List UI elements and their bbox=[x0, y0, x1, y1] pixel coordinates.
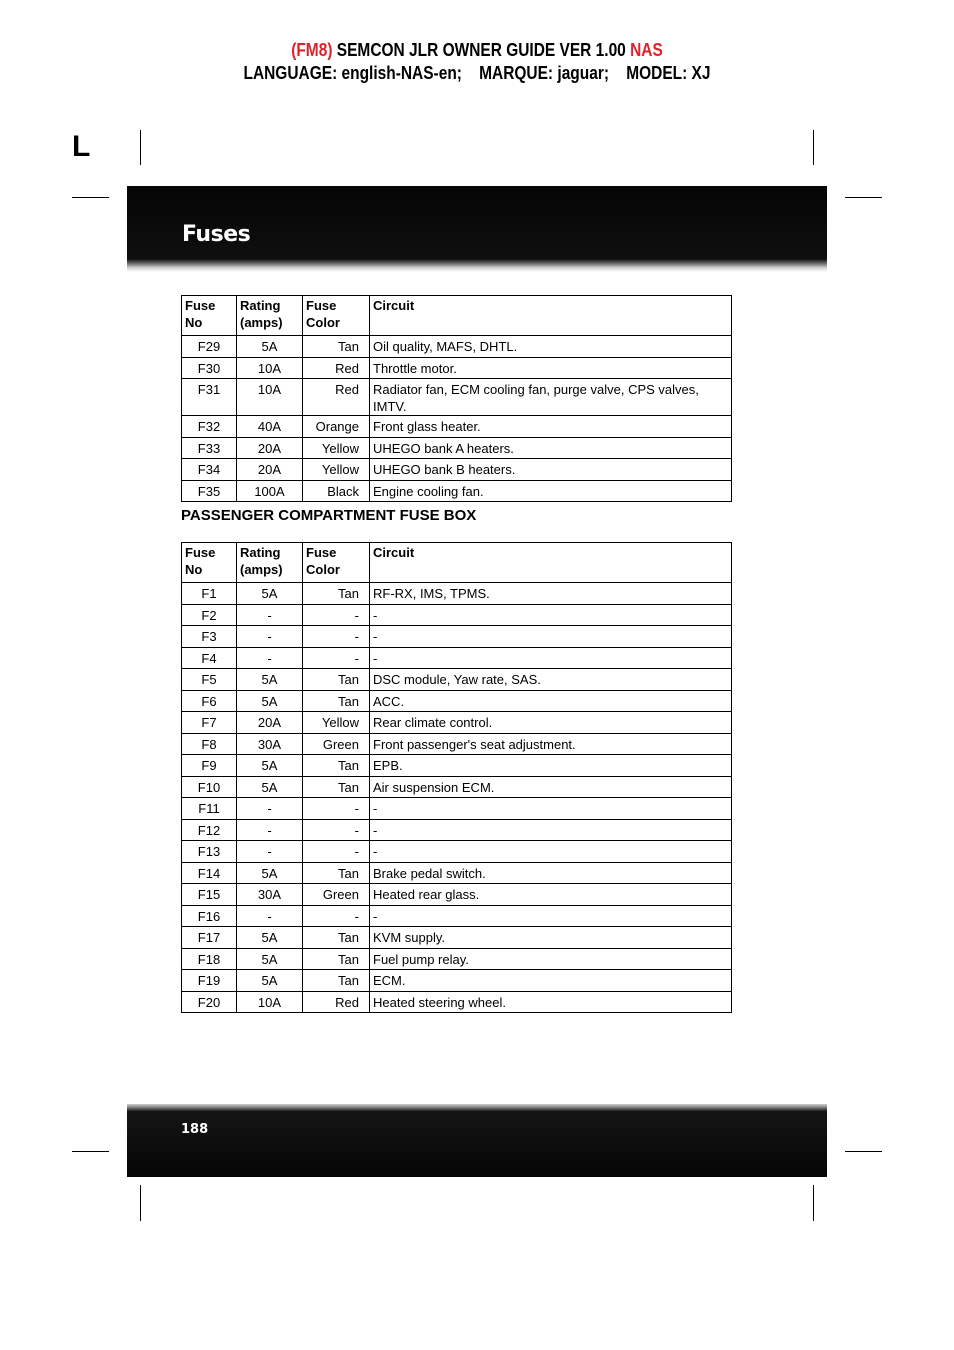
fuse-number: F17 bbox=[182, 927, 237, 949]
fuse-rating: 5A bbox=[237, 755, 303, 777]
fuse-rating: 20A bbox=[237, 437, 303, 459]
table-row bbox=[182, 712, 732, 734]
fuse-rating: 5A bbox=[237, 336, 303, 358]
table-row bbox=[182, 583, 732, 605]
fuse-rating: 5A bbox=[237, 583, 303, 605]
col-header-circuit: Circuit bbox=[370, 543, 732, 583]
table-row bbox=[182, 626, 732, 648]
fuse-number: F16 bbox=[182, 905, 237, 927]
fuse-circuit: Radiator fan, ECM cooling fan, purge valve, CPS valves, IMTV. bbox=[370, 379, 732, 416]
header-main: SEMCON JLR OWNER GUIDE VER 1.00 bbox=[332, 40, 631, 60]
crop-mark bbox=[845, 1151, 882, 1152]
fuse-rating: 10A bbox=[237, 379, 303, 416]
crop-mark bbox=[813, 1185, 814, 1221]
passenger-fuse-table bbox=[181, 542, 732, 1013]
table-row bbox=[182, 819, 732, 841]
fuse-rating: 100A bbox=[237, 480, 303, 502]
document-header-line1 bbox=[67, 40, 887, 61]
fuse-rating: 30A bbox=[237, 733, 303, 755]
fuse-color: - bbox=[303, 819, 370, 841]
fuse-number: F6 bbox=[182, 690, 237, 712]
fuse-number: F11 bbox=[182, 798, 237, 820]
fuse-rating: - bbox=[237, 604, 303, 626]
table-row bbox=[182, 970, 732, 992]
fuse-circuit: Heated steering wheel. bbox=[370, 991, 732, 1013]
fuse-color: Yellow bbox=[303, 712, 370, 734]
fuse-number: F35 bbox=[182, 480, 237, 502]
fuse-circuit: Oil quality, MAFS, DHTL. bbox=[370, 336, 732, 358]
fuse-number: F12 bbox=[182, 819, 237, 841]
fuse-circuit: - bbox=[370, 819, 732, 841]
table-row bbox=[182, 991, 732, 1013]
table-row bbox=[182, 690, 732, 712]
fuse-number: F2 bbox=[182, 604, 237, 626]
fuse-circuit: ACC. bbox=[370, 690, 732, 712]
fuse-rating: 20A bbox=[237, 459, 303, 481]
fuse-rating: 5A bbox=[237, 862, 303, 884]
fuse-circuit: Throttle motor. bbox=[370, 357, 732, 379]
corner-mark: L bbox=[72, 130, 91, 163]
fuse-color: Tan bbox=[303, 862, 370, 884]
fuse-number: F30 bbox=[182, 357, 237, 379]
header-prefix: (FM8) bbox=[291, 40, 333, 60]
fuse-number: F19 bbox=[182, 970, 237, 992]
fuse-circuit: Fuel pump relay. bbox=[370, 948, 732, 970]
fuse-color: - bbox=[303, 647, 370, 669]
fuse-color: - bbox=[303, 604, 370, 626]
fuse-circuit: - bbox=[370, 841, 732, 863]
table-row bbox=[182, 948, 732, 970]
table-header-row bbox=[182, 543, 732, 583]
fuse-number: F20 bbox=[182, 991, 237, 1013]
fuse-number: F15 bbox=[182, 884, 237, 906]
section-heading: PASSENGER COMPARTMENT FUSE BOX bbox=[181, 507, 477, 524]
table-row bbox=[182, 357, 732, 379]
page-title: Fuses bbox=[182, 222, 251, 247]
fuse-rating: - bbox=[237, 841, 303, 863]
fuse-color: Tan bbox=[303, 690, 370, 712]
fuse-color: Tan bbox=[303, 755, 370, 777]
fuse-color: Tan bbox=[303, 669, 370, 691]
fuse-number: F7 bbox=[182, 712, 237, 734]
fuse-color: Tan bbox=[303, 583, 370, 605]
fuse-rating: - bbox=[237, 647, 303, 669]
fuse-rating: 5A bbox=[237, 669, 303, 691]
fuse-circuit: Front passenger's seat adjustment. bbox=[370, 733, 732, 755]
fuse-number: F13 bbox=[182, 841, 237, 863]
header-suffix: NAS bbox=[630, 40, 663, 60]
fuse-color: - bbox=[303, 905, 370, 927]
fuse-number: F33 bbox=[182, 437, 237, 459]
fuse-color: Tan bbox=[303, 336, 370, 358]
fuse-circuit: Heated rear glass. bbox=[370, 884, 732, 906]
fuse-circuit: - bbox=[370, 905, 732, 927]
fuse-circuit: EPB. bbox=[370, 755, 732, 777]
table-row bbox=[182, 927, 732, 949]
fuse-circuit: - bbox=[370, 604, 732, 626]
fuse-color: Orange bbox=[303, 416, 370, 438]
section-banner bbox=[127, 186, 827, 272]
crop-mark bbox=[140, 1185, 141, 1221]
fuse-number: F10 bbox=[182, 776, 237, 798]
fuse-rating: 5A bbox=[237, 927, 303, 949]
engine-fuse-table bbox=[181, 295, 732, 502]
fuse-color: Tan bbox=[303, 776, 370, 798]
fuse-color: Red bbox=[303, 379, 370, 416]
fuse-color: Green bbox=[303, 884, 370, 906]
table-row bbox=[182, 480, 732, 502]
table-row bbox=[182, 459, 732, 481]
table-row bbox=[182, 905, 732, 927]
fuse-color: Tan bbox=[303, 927, 370, 949]
fuse-color: - bbox=[303, 798, 370, 820]
crop-mark bbox=[140, 130, 141, 165]
fuse-color: Tan bbox=[303, 948, 370, 970]
fuse-color: Red bbox=[303, 991, 370, 1013]
fuse-number: F32 bbox=[182, 416, 237, 438]
fuse-circuit: RF-RX, IMS, TPMS. bbox=[370, 583, 732, 605]
fuse-rating: 40A bbox=[237, 416, 303, 438]
crop-mark bbox=[72, 1151, 109, 1152]
page-number: 188 bbox=[181, 1122, 209, 1137]
fuse-circuit: Front glass heater. bbox=[370, 416, 732, 438]
col-header-rating: Rating (amps) bbox=[237, 543, 303, 583]
fuse-number: F14 bbox=[182, 862, 237, 884]
fuse-circuit: KVM supply. bbox=[370, 927, 732, 949]
table-row bbox=[182, 379, 732, 416]
table-row bbox=[182, 604, 732, 626]
fuse-circuit: Rear climate control. bbox=[370, 712, 732, 734]
fuse-circuit: DSC module, Yaw rate, SAS. bbox=[370, 669, 732, 691]
table-row bbox=[182, 733, 732, 755]
table-row bbox=[182, 669, 732, 691]
fuse-color: Green bbox=[303, 733, 370, 755]
fuse-rating: 30A bbox=[237, 884, 303, 906]
fuse-color: Yellow bbox=[303, 437, 370, 459]
fuse-rating: 5A bbox=[237, 690, 303, 712]
table-row bbox=[182, 416, 732, 438]
col-header-fuse-no: Fuse No bbox=[182, 543, 237, 583]
fuse-color: Tan bbox=[303, 970, 370, 992]
table-header-row bbox=[182, 296, 732, 336]
fuse-number: F4 bbox=[182, 647, 237, 669]
fuse-circuit: Engine cooling fan. bbox=[370, 480, 732, 502]
fuse-rating: 5A bbox=[237, 970, 303, 992]
crop-mark bbox=[813, 130, 814, 165]
table-row bbox=[182, 798, 732, 820]
fuse-rating: - bbox=[237, 819, 303, 841]
fuse-color: Yellow bbox=[303, 459, 370, 481]
fuse-circuit: ECM. bbox=[370, 970, 732, 992]
table-row bbox=[182, 437, 732, 459]
col-header-color: Fuse Color bbox=[303, 296, 370, 336]
fuse-number: F29 bbox=[182, 336, 237, 358]
fuse-color: - bbox=[303, 841, 370, 863]
table-row bbox=[182, 755, 732, 777]
page-footer bbox=[127, 1104, 827, 1177]
col-header-circuit: Circuit bbox=[370, 296, 732, 336]
table-row bbox=[182, 776, 732, 798]
col-header-color: Fuse Color bbox=[303, 543, 370, 583]
fuse-number: F3 bbox=[182, 626, 237, 648]
fuse-rating: 10A bbox=[237, 357, 303, 379]
fuse-number: F18 bbox=[182, 948, 237, 970]
fuse-circuit: Brake pedal switch. bbox=[370, 862, 732, 884]
table-row bbox=[182, 336, 732, 358]
fuse-rating: - bbox=[237, 798, 303, 820]
crop-mark bbox=[72, 197, 109, 198]
fuse-rating: 20A bbox=[237, 712, 303, 734]
fuse-color: Black bbox=[303, 480, 370, 502]
fuse-color: Red bbox=[303, 357, 370, 379]
col-header-fuse-no: Fuse No bbox=[182, 296, 237, 336]
fuse-rating: 5A bbox=[237, 948, 303, 970]
table-row bbox=[182, 647, 732, 669]
fuse-circuit: Air suspension ECM. bbox=[370, 776, 732, 798]
table-row bbox=[182, 841, 732, 863]
fuse-circuit: - bbox=[370, 798, 732, 820]
crop-mark bbox=[845, 197, 882, 198]
fuse-circuit: - bbox=[370, 626, 732, 648]
fuse-circuit: UHEGO bank B heaters. bbox=[370, 459, 732, 481]
fuse-circuit: - bbox=[370, 647, 732, 669]
fuse-number: F8 bbox=[182, 733, 237, 755]
fuse-circuit: UHEGO bank A heaters. bbox=[370, 437, 732, 459]
fuse-rating: 10A bbox=[237, 991, 303, 1013]
fuse-rating: 5A bbox=[237, 776, 303, 798]
document-header-line2: LANGUAGE: english-NAS-en; MARQUE: jaguar; MODEL: XJ bbox=[243, 63, 711, 83]
fuse-rating: - bbox=[237, 905, 303, 927]
fuse-number: F34 bbox=[182, 459, 237, 481]
fuse-color: - bbox=[303, 626, 370, 648]
table-row bbox=[182, 862, 732, 884]
table-row bbox=[182, 884, 732, 906]
fuse-rating: - bbox=[237, 626, 303, 648]
fuse-number: F5 bbox=[182, 669, 237, 691]
col-header-rating: Rating (amps) bbox=[237, 296, 303, 336]
fuse-number: F9 bbox=[182, 755, 237, 777]
fuse-number: F1 bbox=[182, 583, 237, 605]
fuse-number: F31 bbox=[182, 379, 237, 416]
